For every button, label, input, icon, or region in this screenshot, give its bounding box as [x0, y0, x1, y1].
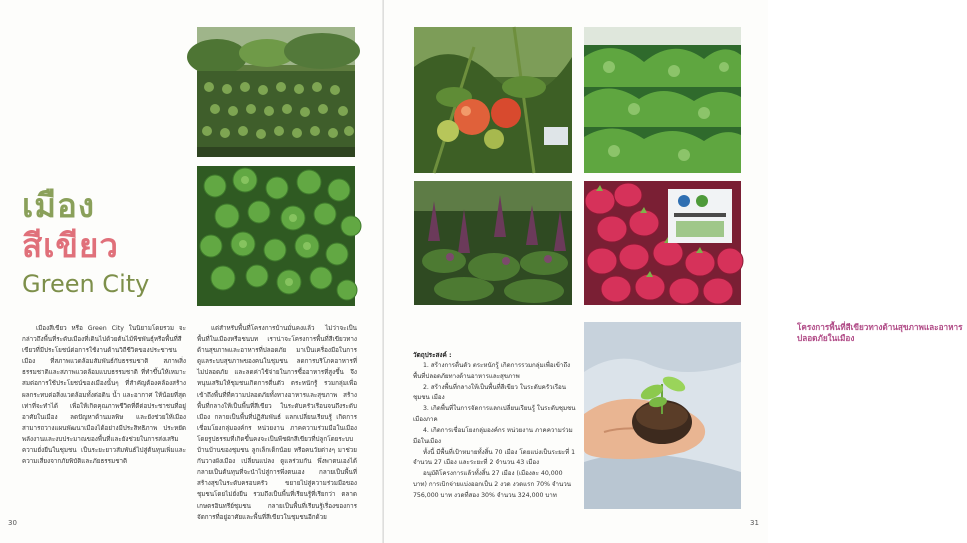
middle-paragraph: แต่สำหรับพื้นที่โครงการบ้านมั่นคงแล้ว ไม่ว่าจะเป็นพื้นที่ในเมืองหรือชนบท เราน่าจะโครงการพื้นที่สีเขียวทางด้านสุขภาพและอาหารที่ปลอดภัย มาเป็นเครื่องมือในการดูแลระบบสุขภาพของคนในชุมชน ลดการบริโภคอาหารที่ไม่ปลอดภัย และลดค่าใช้จ่ายในการซื้ออาหารที่สูงขึ้น จึงหนุนเสริมให้ชุมชนเกิดการตื่นตัว ตระหนักรู้ รวมกลุ่มเพื่อเข้าถึงพื้นที่ที่ความปลอดภัยทั้งทางอาหารและสุขภาพ สร้างพื้นที่กลางให้เป็นพื้นที่สีเขียว ในระดับครัวเรือนจนถึงระดับเมือง กลายเป็นพื้นที่ปฏิสัมพันธ์ แลกเปลี่ยนเรียนรู้ เกิดการเชื่อมโยงกลุ่มองค์กร หน่วยงาน ภาคความร่วมมือในเมือง โดยรูปธรรมที่เกิดขึ้นคงจะเป็นพืชผักสีเขียวที่ปลูกโดยระบบบ้านบ้านของชุมชน ลูกเล็กเด็กน้อย หรือคนวัยต่างๆ มาช่วยกันวางผังเมือง เปลี่ยนแปลง ดูแลร่วมกัน พึ่งพาตนเองได้ กลายเป็นต้นทุนที่จะนำไปสู่การพึ่งตนเอง กลายเป็นพื้นที่สร้างสุขในระดับครอบครัว ขยายไปสู่ความร่วมมือของชุมชนโดยไม่ยั่งยืน รวมถึงเป็นพื้นที่เรียนรู้ที่เรียกว่า ตลาดเกษตรอินทรีย์ชุมชน กลายเป็นพื้นที่เรียนรู้เรื่องของการจัดการที่อยู่อาศัยและพื้นที่สีเขียวในชุมชนอีกด้วย — [197, 325, 357, 521]
objective-item: 1. สร้างการตื่นตัว ตระหนักรู้ เกิดการรวมกลุ่มเพื่อเข้าถึงพื้นที่ปลอดภัยทางด้านอาหารและสุขภาพ — [413, 362, 571, 380]
right-page — [384, 0, 963, 543]
nursery-seedlings-photo — [197, 27, 355, 157]
page-number-right: 31 — [750, 519, 759, 527]
target-areas-paragraph: ทั้งนี้ มีพื้นที่เป้าหมายทั้งสิ้น 70 เมือง โดยแบ่งเป็นระยะที่ 1 จำนวน 27 เมือง และระยะที่ 2 จำนวน 43 เมือง — [413, 448, 576, 467]
title-english: Green City — [22, 270, 150, 298]
objectives-list — [413, 361, 576, 502]
objectives-label: วัตถุประสงค์ : — [413, 351, 452, 359]
tomato-plants-photo — [414, 27, 572, 173]
article-title — [22, 186, 192, 300]
middle-column-text — [197, 323, 357, 521]
seedling-in-hand-photo — [584, 322, 741, 509]
objective-item: 2. สร้างพื้นที่กลางให้เป็นพื้นที่สีเขียว ในระดับครัวเรือน ชุมชน เมือง — [413, 383, 566, 402]
page-number-left: 30 — [8, 519, 17, 527]
title-thai-line-1: เมือง — [22, 186, 95, 225]
title-thai-line-2: สีเขียว — [22, 226, 119, 265]
left-page — [0, 0, 384, 543]
basil-flowers-photo — [414, 181, 572, 305]
pennywort-plants-photo — [197, 166, 355, 306]
objective-item: 3. เกิดพื้นที่ในการจัดการแลกเปลี่ยนเรียนรู้ ในระดับชุมชน เมืองภาค — [413, 405, 576, 423]
intro-column-text — [22, 323, 186, 473]
dragon-fruit-photo — [584, 181, 741, 305]
objective-item: 4. เกิดการเชื่อมโยงกลุ่มองค์กร หน่วยงาน ภาคความร่วมมือในเมือง — [413, 427, 573, 445]
section-heading: โครงการพื้นที่สีเขียวทางด้านสุขภาพและอาหารปลอดภัยในเมือง — [797, 322, 963, 343]
budget-paragraph: อนุมัติโครงการแล้วทั้งสิ้น 27 เมือง (เมืองละ 40,000 บาท) การเบิกจ่ายแบ่งออกเป็น 2 งวด งวดแรก 70% จำนวน 756,000 บาท งวดที่สอง 30% จำนวน 324,000 บาท — [413, 470, 571, 499]
green-vegetables-photo — [584, 27, 741, 173]
intro-paragraph: เมืองสีเขียว หรือ Green City ในนิยามโดยรวม จะกล่าวถึงพื้นที่ระดับเมืองที่เดินไปด้วยต้นไม้พืชพันธุ์หรือพื้นที่สีเขียวที่มีประโยชน์ต่อการใช้งานด้านวิถีชีวิตของประชาชน เมือง ที่สภาพแวดล้อมสัมพันธ์กับธรรมชาติ สภาพสิ่งธรรมชาติและสภาพแวดล้อมแบบธรรมชาติ ที่ทำขึ้นให้เหมาะสมต่อการใช้ประโยชน์ของเมืองนั้นๆ ที่สำคัญต้องคล้องสร้างผลกระทบต่อสิ่งแวดล้อมทั้งต่อดิน น้ำ และอากาศ ให้น้อยที่สุดเท่าที่จะทำได้ เพื่อให้เกิดคุณภาพชีวิตที่ดีต่อประชาชนที่อยู่อาศัยในเมือง ลดปัญหาด้านมลพิษ และยังช่วยให้เมืองสามารถวางแผนพัฒนาเมืองได้อย่างมีประสิทธิภาพ ประหยัดพลังงานและงบประมาณของพื้นที่และยังช่วยในการส่งเสริมความยั่งยืนในชุมชน เป็นระยะยาวสัมพันธ์ไปสู่ต้นทุนเพิ่มและความเสี่ยงจากภัยพิบัติและภัยธรรมชาติ — [22, 325, 186, 466]
